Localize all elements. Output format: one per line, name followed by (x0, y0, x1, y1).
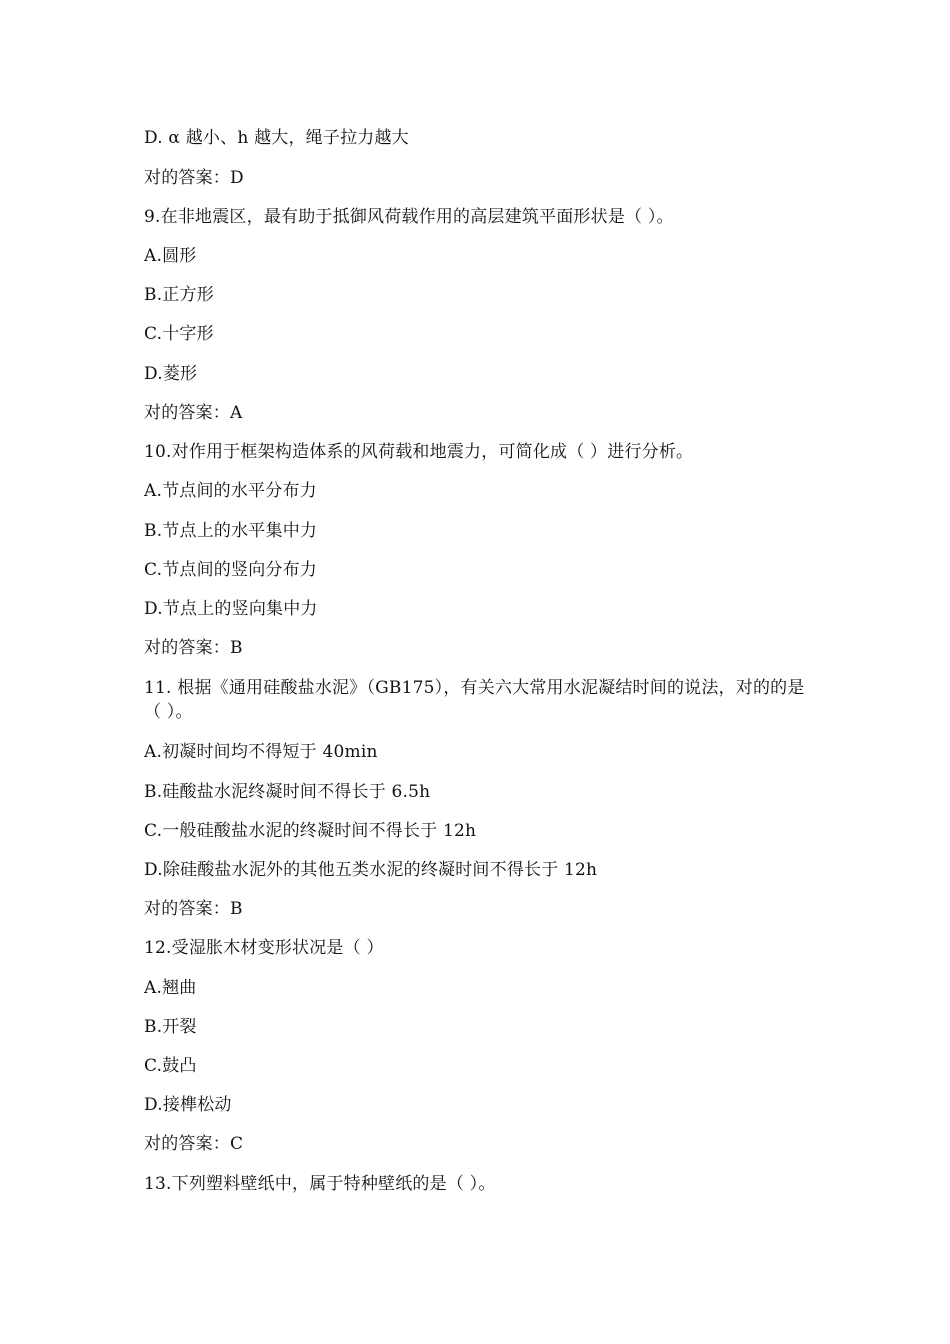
q9-option-c: C.十字形 (144, 324, 214, 344)
q9-option-d: D.菱形 (144, 364, 198, 384)
q11-question: 11. 根据《通用硅酸盐水泥》（GB175），有关六大常用水泥凝结时间的说法，对的的是（ ）。 (144, 678, 805, 722)
q8-option-d: D. α 越小、h 越大，绳子拉力越大 (144, 128, 409, 148)
q9-question: 9.在非地震区，最有助于抵御风荷载作用的高层建筑平面形状是（ ）。 (144, 207, 674, 227)
q9-option-b: B.正方形 (144, 285, 214, 305)
q8-answer: 对的答案：D (144, 168, 244, 188)
q12-option-a: A.翘曲 (144, 978, 197, 998)
q11-answer: 对的答案：B (144, 899, 243, 919)
q9-option-a: A.圆形 (144, 246, 197, 266)
q11-option-a: A.初凝时间均不得短于 40min (144, 742, 378, 762)
q12-option-d: D.接榫松动 (144, 1095, 232, 1115)
q12-question: 12.受湿胀木材变形状况是（ ） (144, 938, 384, 958)
q10-answer: 对的答案：B (144, 638, 243, 658)
q10-option-d: D.节点上的竖向集中力 (144, 599, 318, 619)
q11-option-d: D.除硅酸盐水泥外的其他五类水泥的终凝时间不得长于 12h (144, 860, 598, 880)
q10-option-a: A.节点间的水平分布力 (144, 481, 317, 501)
q13-question: 13.下列塑料壁纸中，属于特种壁纸的是（ ）。 (144, 1174, 496, 1194)
q11-option-b: B.硅酸盐水泥终凝时间不得长于 6.5h (144, 782, 431, 802)
q12-option-b: B.开裂 (144, 1017, 197, 1037)
q10-question: 10.对作用于框架构造体系的风荷载和地震力，可简化成（ ）进行分析。 (144, 442, 694, 462)
q10-option-c: C.节点间的竖向分布力 (144, 560, 318, 580)
q9-answer: 对的答案：A (144, 403, 243, 423)
q12-answer: 对的答案：C (144, 1134, 244, 1154)
q11-option-c: C.一般硅酸盐水泥的终凝时间不得长于 12h (144, 821, 477, 841)
q12-option-c: C.鼓凸 (144, 1056, 197, 1076)
q10-option-b: B.节点上的水平集中力 (144, 521, 318, 541)
